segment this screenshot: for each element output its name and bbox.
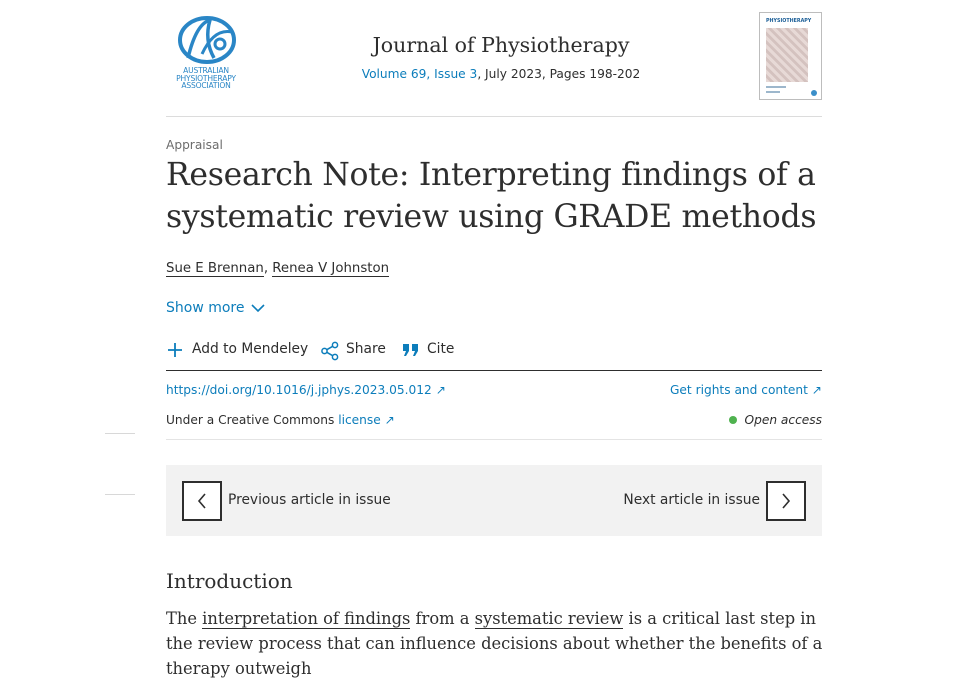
chevron-left-icon (196, 493, 208, 509)
cover-line (766, 91, 780, 93)
systematic-review-link[interactable]: systematic review (474, 609, 624, 628)
open-access-badge (729, 413, 823, 427)
cite-label: Cite (427, 341, 455, 357)
rights-text: Get rights and content (669, 383, 808, 397)
interpretation-of-findings-link[interactable]: interpretation of findings (202, 609, 411, 628)
cover-line (766, 86, 786, 88)
paragraph-text: from a (410, 609, 475, 628)
doi-link[interactable] (166, 383, 446, 397)
volume-issue-link[interactable]: Volume 69, Issue 3 (361, 67, 478, 81)
author-link[interactable]: Renea V Johnston (272, 261, 390, 276)
section-heading-introduction: Introduction (166, 569, 293, 593)
show-more-button[interactable] (166, 300, 265, 316)
logo-text: AUSTRALIAN PHYSIOTHERAPY ASSOCIATION (176, 66, 236, 90)
open-access-label: Open access (744, 413, 822, 427)
show-more-label: Show more (166, 300, 245, 316)
journal-cover-thumbnail[interactable] (759, 12, 822, 100)
author-separator: , (263, 261, 273, 276)
license-link-text: license (338, 413, 381, 427)
journal-issue-info (333, 67, 669, 81)
next-article-button[interactable] (766, 481, 806, 521)
author-link[interactable]: Sue E Brennan (166, 261, 264, 276)
links-divider (166, 439, 822, 440)
toolbar-divider (166, 370, 822, 371)
share-label: Share (346, 341, 386, 357)
external-link-icon: ↗ (811, 383, 822, 397)
side-marker (105, 494, 135, 495)
author-list (166, 261, 389, 276)
cover-image (766, 28, 808, 82)
previous-article-link[interactable]: Previous article in issue (228, 492, 391, 508)
chevron-down-icon (251, 301, 265, 315)
previous-article-button[interactable] (182, 481, 222, 521)
external-link-icon: ↗ (435, 383, 446, 397)
share-icon (320, 341, 340, 361)
open-access-dot-icon (729, 416, 737, 424)
paragraph-text: is a critical last step in the review process that can influence decisions about whether the benefits of a therapy outweigh (166, 609, 823, 678)
cover-dot (811, 90, 817, 96)
issue-date-pages: , July 2023, Pages 198-202 (477, 67, 641, 81)
introduction-paragraph (166, 606, 846, 681)
license-link[interactable] (338, 413, 395, 427)
plus-icon (166, 341, 184, 359)
chevron-right-icon (780, 493, 792, 509)
mendeley-label: Add to Mendeley (192, 341, 309, 357)
quote-icon (402, 341, 420, 359)
rights-content-link[interactable] (670, 383, 822, 397)
article-type-label: Appraisal (166, 138, 223, 152)
side-marker (105, 433, 135, 434)
article-title: Research Note: Interpreting findings of a systematic review using GRADE methods (166, 157, 817, 235)
cover-title: PHYSIOTHERAPY (766, 19, 812, 24)
license-info (166, 413, 395, 427)
next-article-link[interactable]: Next article in issue (623, 492, 760, 508)
header-divider (166, 116, 822, 117)
doi-text: https://doi.org/10.1016/j.jphys.2023.05.012 (166, 383, 432, 397)
external-link-icon: ↗ (384, 413, 395, 427)
paragraph-text: The (166, 609, 203, 628)
article-navigation (166, 465, 822, 536)
license-prefix: Under a Creative Commons (166, 413, 339, 427)
journal-title[interactable]: Journal of Physiotherapy (372, 33, 630, 57)
